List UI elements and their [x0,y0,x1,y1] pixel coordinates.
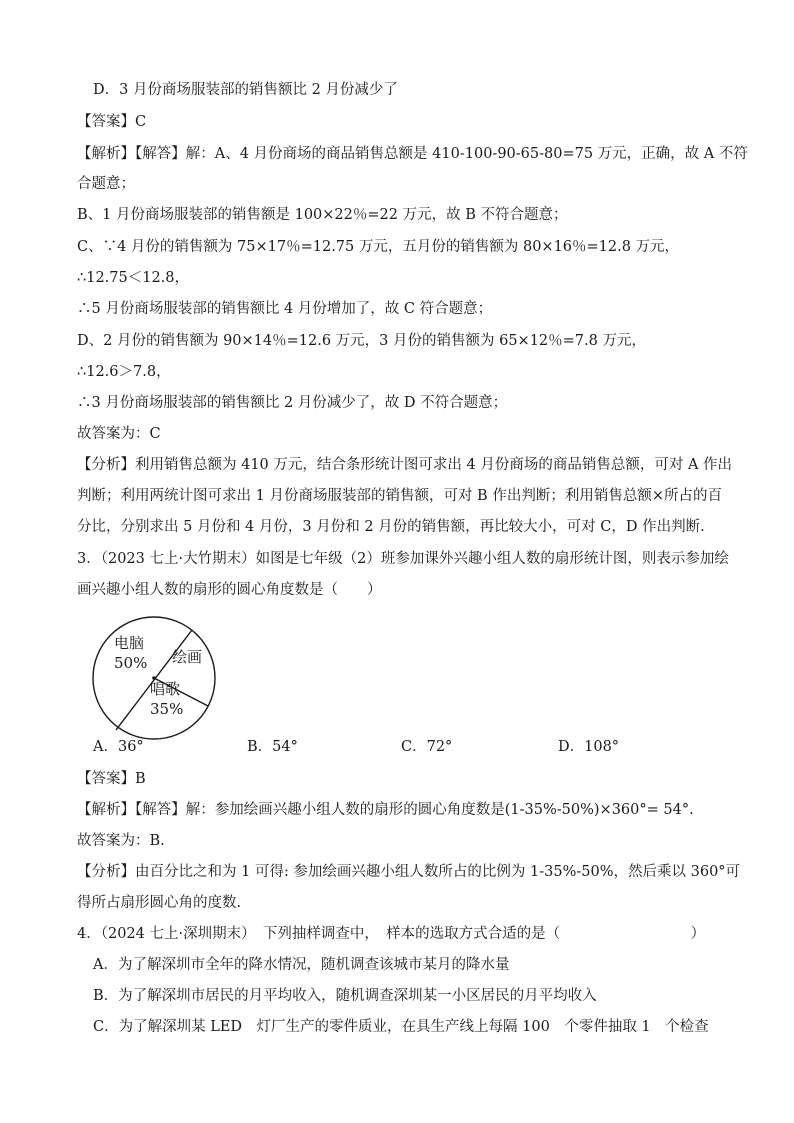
line-13: 【分析】利用销售总额为 410 万元，结合条形统计图可求出 4 月份商场的商品销售总额，可对 A 作出 [77,457,733,473]
line-20: 故答案为：B. [77,833,165,849]
slice-label-singing: 唱歌 [150,680,181,698]
question-4-stem: 4．（2024 七上·深圳期末） 下列抽样调查中， 样本的选取方式合适的是（ ） [77,926,706,942]
line-11: ∴3 月份商场服装部的销售额比 2 月份减少了，故 D 不符合题意； [77,395,508,411]
slice-value-singing: 35% [150,700,184,718]
slice-label-painting: 绘画 [172,648,203,666]
slice-label-computer: 电脑 [114,634,145,652]
line-14: 判断；利用两统计图可求出 1 月份商场服装部的销售额，可对 B 作出判断；利用销售总额×所占的百 [77,488,722,504]
question-3-stem: 3．（2023 七上·大竹期末）如图是七年级（2）班参加课外兴趣小组人数的扇形统计图，则表示参加绘 [77,551,729,567]
q4-option-b: B．为了解深圳市居民的月平均收入，随机调查深圳某一小区居民的月平均收入 [93,988,597,1004]
slice-value-computer: 50% [114,654,148,672]
option-a: A．36° [93,739,144,755]
q4-option-c: C．为了解深圳某 LED 灯厂生产的零件质业，在具生产线上每隔 100 个零件抽取 1 个检查 [93,1019,709,1035]
pie-chart [88,612,224,748]
q4-option-a: A．为了解深圳市全年的降水情况，随机调查该城市某月的降水量 [93,957,510,973]
line-03: 【解析】【解答】解：A、4 月份商场的商品销售总额是 410-100-90-65-80=75 万元，正确，故 A 不符 [77,146,748,162]
line-22: 得所占扇形圆心角的度数. [77,895,242,911]
option-d: D．108° [558,739,620,755]
line-09: D、2 月份的销售额为 90×14％=12.6 万元，3 月份的销售额为 65×12％=7.8 万元， [77,333,646,349]
line-06: C、∵4 月份的销售额为 75×17％=12.75 万元，五月份的销售额为 80×16％=12.8 万元， [77,239,680,255]
line-15: 分比，分别求出 5 月份和 4 月份，3 月份和 2 月份的销售额，再比较大小，可对 C，D 作出判断. [77,519,705,535]
line-08: ∴5 月份商场服装部的销售额比 4 月份增加了，故 C 符合题意； [77,301,493,317]
line-12: 故答案为：C [77,426,161,442]
line-07: ∴12.75＜12.8， [77,270,190,286]
option-b: B．54° [247,739,298,755]
option-c: C．72° [401,739,453,755]
question-3-stem-cont: 画兴趣小组人数的扇形的圆心角度数是（ ） [77,582,382,598]
answer-label-3: 【答案】B [77,771,146,787]
answer-label: 【答案】C [77,114,147,130]
line-19: 【解析】【解答】解：参加绘画兴趣小组人数的扇形的圆心角度数是(1-35%-50%)×360°= 54°. [77,802,694,818]
line-05: B、1 月份商场服装部的销售额是 100×22％=22 万元，故 B 不符合题意； [77,207,568,223]
line-21: 【分析】由百分比之和为 1 可得: 参加绘画兴趣小组人数所占的比例为 1-35%-50%，然后乘以 360°可 [77,864,741,880]
line-04: 合题意； [77,176,135,192]
line-01: D．3 月份商场服装部的销售额比 2 月份减少了 [93,82,398,98]
line-10: ∴12.6＞7.8， [77,364,171,380]
